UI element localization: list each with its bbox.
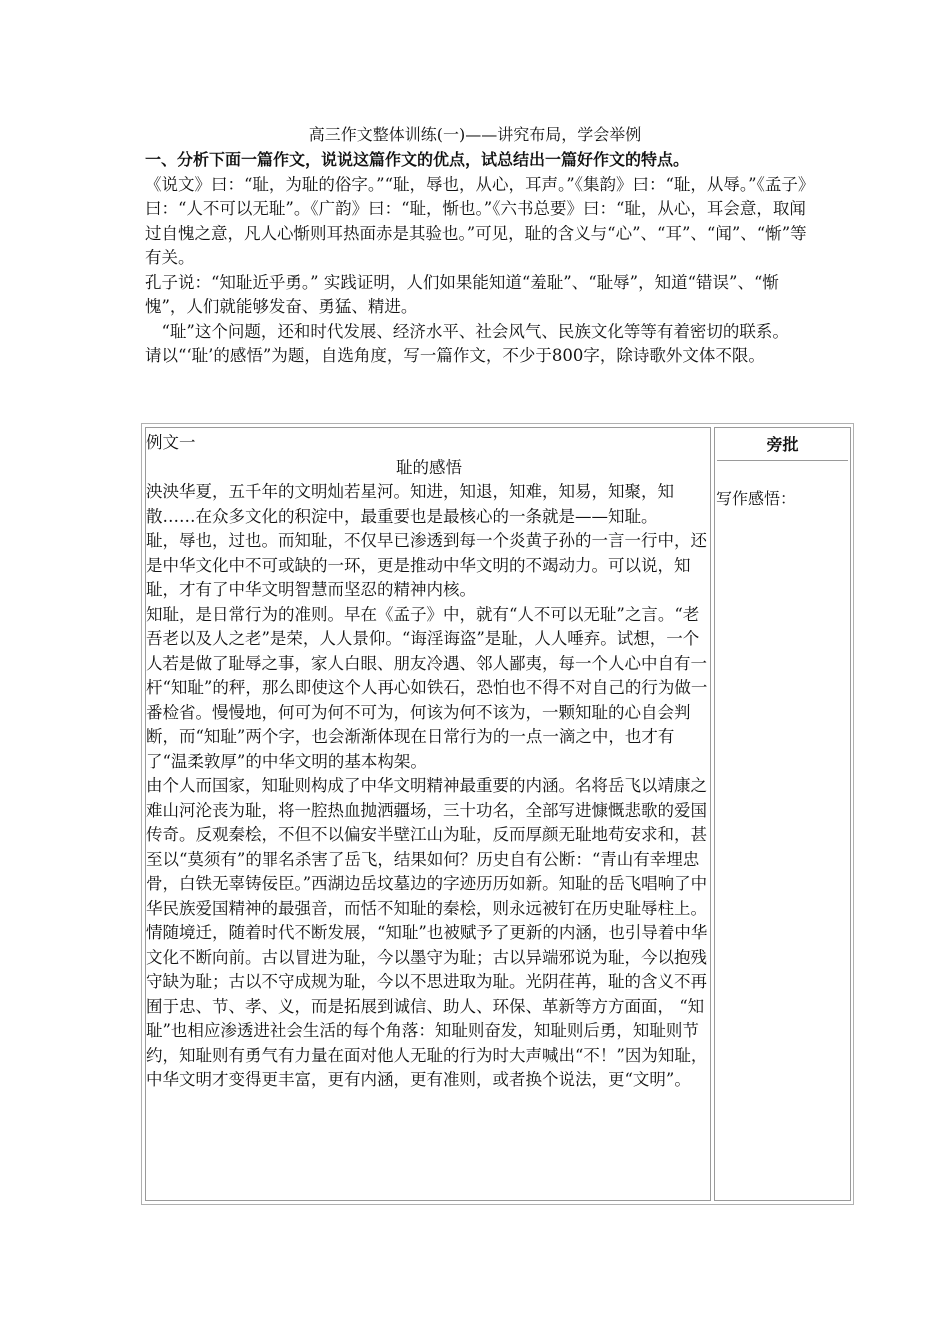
essay-paragraph: 泱泱华夏，五千年的文明灿若星河。知进，知退，知难，知易，知聚，知散……在众多文化的积淀中，最重要也是最核心的一条就是——知耻。	[146, 482, 674, 526]
essay-label: 例文一	[146, 433, 196, 452]
sample-essay	[146, 431, 712, 1093]
annotation-note: 写作感悟：	[716, 489, 797, 508]
essay-paragraph: 知耻，是日常行为的准则。早在《孟子》中，就有“人不可以无耻”之言。“老吾老以及人之老”是荣，人人景仰。“诲淫诲盗”是耻，人人唾弃。试想，一个人若是做了耻辱之事，家人白眼、朋友冷遇、邻人鄙夷，每一个人心中自有一杆“知耻”的秤，那么即使这个人再心如铁石，恐怕也不得不对自己的行为做一番检省。慢慢地，何可为何不可为，何该为何不该为，一颗知耻的心自会判断，而“知耻”两个字，也会渐渐体现在日常行为的一点一滴之中，也才有了“温柔敦厚”的中华文明的基本构架。	[146, 604, 708, 771]
essay-column	[145, 427, 711, 1201]
essay-title: 耻的感悟	[396, 457, 462, 477]
annotation-column	[714, 427, 851, 1201]
essay-paragraph: 耻，辱也，过也。而知耻，不仅早已渗透到每一个炎黄子孙的一言一行中，还是中华文化中不可或缺的一环，更是推动中华文明的不竭动力。可以说，知耻，才有了中华文明智慧而坚忍的精神内核。	[146, 531, 707, 599]
assignment-intro	[145, 148, 810, 369]
prompt-paragraph: 《说文》曰：“耻，为耻的俗字。”“耻，辱也，从心，耳声。”《集韵》曰：“耻，从辱。”《孟子》曰：“人不可以无耻”。《广韵》曰：“耻，惭也。”《六书总要》曰：“耻，从心，耳会意，取闻过自愧之意，凡人心惭则耳热面赤是其验也。”可见，耻的含义与“心”、“耳”、“闻”、“惭”等有关。	[145, 174, 807, 267]
prompt-paragraph: 孔子说：“知耻近乎勇。” 实践证明，人们如果能知道“羞耻”、“耻辱”，知道“错误”、“惭愧”，人们就能够发奋、勇猛、精进。	[145, 272, 779, 316]
prompt-paragraph: 请以“‘耻’的感悟”为题，自选角度，写一篇作文，不少于800字，除诗歌外文体不限。	[145, 346, 765, 365]
prompt-paragraph: “耻”这个问题，还和时代发展、经济水平、社会风气、民族文化等等有着密切的联系。	[161, 321, 789, 341]
essay-paragraph: 由个人而国家，知耻则构成了中华文明精神最重要的内涵。名将岳飞以靖康之难山河沦丧为耻，将一腔热血抛洒疆场，三十功名，全部写进慷慨悲歌的爱国传奇。反观秦桧，不但不以偏安半壁江山为耻，反而厚颜无耻地苟安求和，甚至以“莫须有”的罪名杀害了岳飞，结果如何？历史自有公断：“青山有幸埋忠骨，白铁无辜铸佞臣。”西湖边岳坟墓边的字迹历历如新。知耻的岳飞唱响了中华民族爱国精神的最强音，而恬不知耻的秦桧，则永远被钉在历史耻辱柱上。	[146, 776, 708, 918]
document-title: 高三作文整体训练(一)——讲究布局，学会举例	[308, 125, 642, 144]
essay-table	[141, 423, 854, 1205]
section-heading: 一、分析下面一篇作文，说说这篇作文的优点，试总结出一篇好作文的特点。	[145, 150, 690, 169]
essay-paragraph: 情随境迁，随着时代不断发展，“知耻”也被赋予了更新的内涵，也引导着中华文化不断向前。古以冒进为耻，今以墨守为耻；古以异端邪说为耻，今以抱残守缺为耻；古以不守成规为耻，今以不思进取为耻。光阴荏苒，耻的含义不再囿于忠、节、孝、义，而是拓展到诚信、助人、环保、革新等方方面面， “知耻”也相应渗透进社会生活的每个角落：知耻则奋发，知耻则后勇，知耻则节约，知耻则有勇气有力量在面对他人无耻的行为时大声喊出“不！”因为知耻，中华文明才变得更丰富，更有内涵，更有准则，或者换个说法，更“文明”。	[146, 923, 708, 1089]
annotation-header: 旁批	[717, 430, 848, 461]
